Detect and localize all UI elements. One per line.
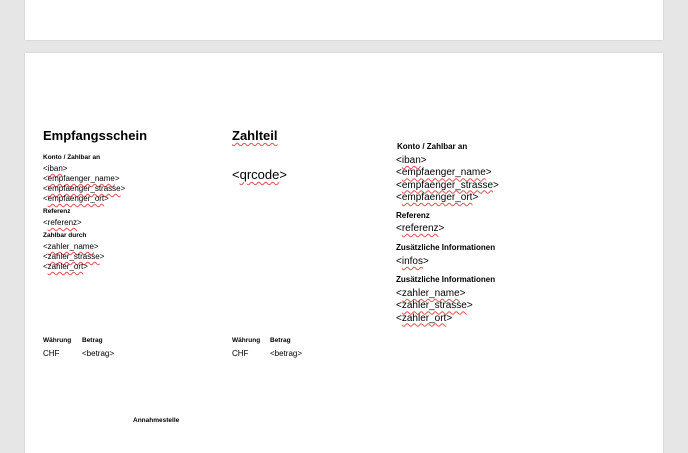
info-account-block <box>396 155 499 204</box>
receipt-payer-block <box>43 242 104 272</box>
receipt-reference-text: referenz <box>47 218 78 227</box>
receipt-payer-name: <zahler_name> <box>43 242 99 251</box>
qrcode-placeholder: <qrcode> <box>232 167 287 182</box>
document-page <box>25 53 663 453</box>
info-recipient-city-text: empfaenger_ort <box>401 191 473 203</box>
info-additional-text: infos <box>401 256 423 267</box>
info-payer-name-text: zahler_name <box>401 288 460 299</box>
info-recipient-street-text: empfaenger_strasse <box>401 179 494 191</box>
receipt-title: Empfangsschein <box>43 128 148 143</box>
receipt-payer-city: <zahler_ort> <box>43 262 88 271</box>
receipt-recipient-street: <empfaenger_strasse> <box>43 184 126 193</box>
acceptance-point-label: Annahmestelle <box>133 417 180 424</box>
info-reference-label: Referenz <box>396 211 430 220</box>
payment-currency-value: CHF <box>232 349 249 358</box>
receipt-reference-label: Referenz <box>43 208 71 215</box>
info-recipient-name: <empfaenger_name> <box>396 167 492 179</box>
receipt-currency-label: Währung <box>43 337 72 344</box>
receipt-amount-value: <betrag> <box>82 349 115 358</box>
info-iban-text: iban <box>401 155 421 166</box>
payment-title <box>232 128 278 143</box>
receipt-account-block <box>43 164 125 204</box>
info-payer-block <box>396 288 473 325</box>
receipt-iban-text: iban <box>47 164 63 173</box>
previous-page <box>25 0 663 40</box>
info-recipient-name-text: empfaenger_name <box>401 167 486 179</box>
payment-amount-label: Betrag <box>270 337 291 344</box>
info-reference-text: referenz <box>401 223 439 234</box>
receipt-recipient-name: <empfaenger_name> <box>43 174 120 183</box>
info-iban: <iban> <box>396 155 427 166</box>
receipt-recipient-city: <empfaenger_ort> <box>43 194 109 203</box>
receipt-currency-value: CHF <box>43 349 60 358</box>
receipt-iban: <iban> <box>43 164 68 173</box>
info-payer-city-text: zahler_ort <box>401 312 447 324</box>
receipt-recipient-street-text: empfaenger_strasse <box>47 184 121 193</box>
receipt-recipient-city-text: empfaenger_ort <box>47 194 105 203</box>
info-additional-label: Zusätzliche Informationen <box>396 243 496 252</box>
receipt-recipient-name-text: empfaenger_name <box>47 174 115 183</box>
payment-amount-value: <betrag> <box>270 349 303 358</box>
info-payer-label: Zusätzliche Informationen <box>396 275 496 284</box>
info-recipient-street: <empfaenger_strasse> <box>396 179 499 191</box>
receipt-payer-city-text: zahler_ort <box>47 262 84 271</box>
qrcode-placeholder-text: qrcode <box>239 167 280 182</box>
receipt-account-label: Konto / Zahlbar an <box>43 154 101 161</box>
info-additional-value: <infos> <box>396 256 429 267</box>
receipt-payer-name-text: zahler_name <box>47 242 94 251</box>
info-recipient-city: <empfaenger_ort> <box>396 191 479 203</box>
info-payer-name: <zahler_name> <box>396 288 466 299</box>
info-payer-street-text: zahler_strasse <box>401 300 467 312</box>
info-account-label: Konto / Zahlbar an <box>397 142 468 151</box>
payment-title-text: Zahlteil <box>232 128 278 143</box>
receipt-amount-label: Betrag <box>82 337 103 344</box>
info-payer-city: <zahler_ort> <box>396 312 453 324</box>
info-payer-street: <zahler_strasse> <box>396 300 473 312</box>
payment-currency-label: Währung <box>232 337 261 344</box>
info-reference-value: <referenz> <box>396 223 445 234</box>
receipt-reference-value: <referenz> <box>43 218 82 227</box>
receipt-payer-street-text: zahler_strasse <box>47 252 100 261</box>
receipt-payer-street: <zahler_strasse> <box>43 252 105 261</box>
receipt-payable-by-label: Zahlbar durch <box>43 232 87 239</box>
